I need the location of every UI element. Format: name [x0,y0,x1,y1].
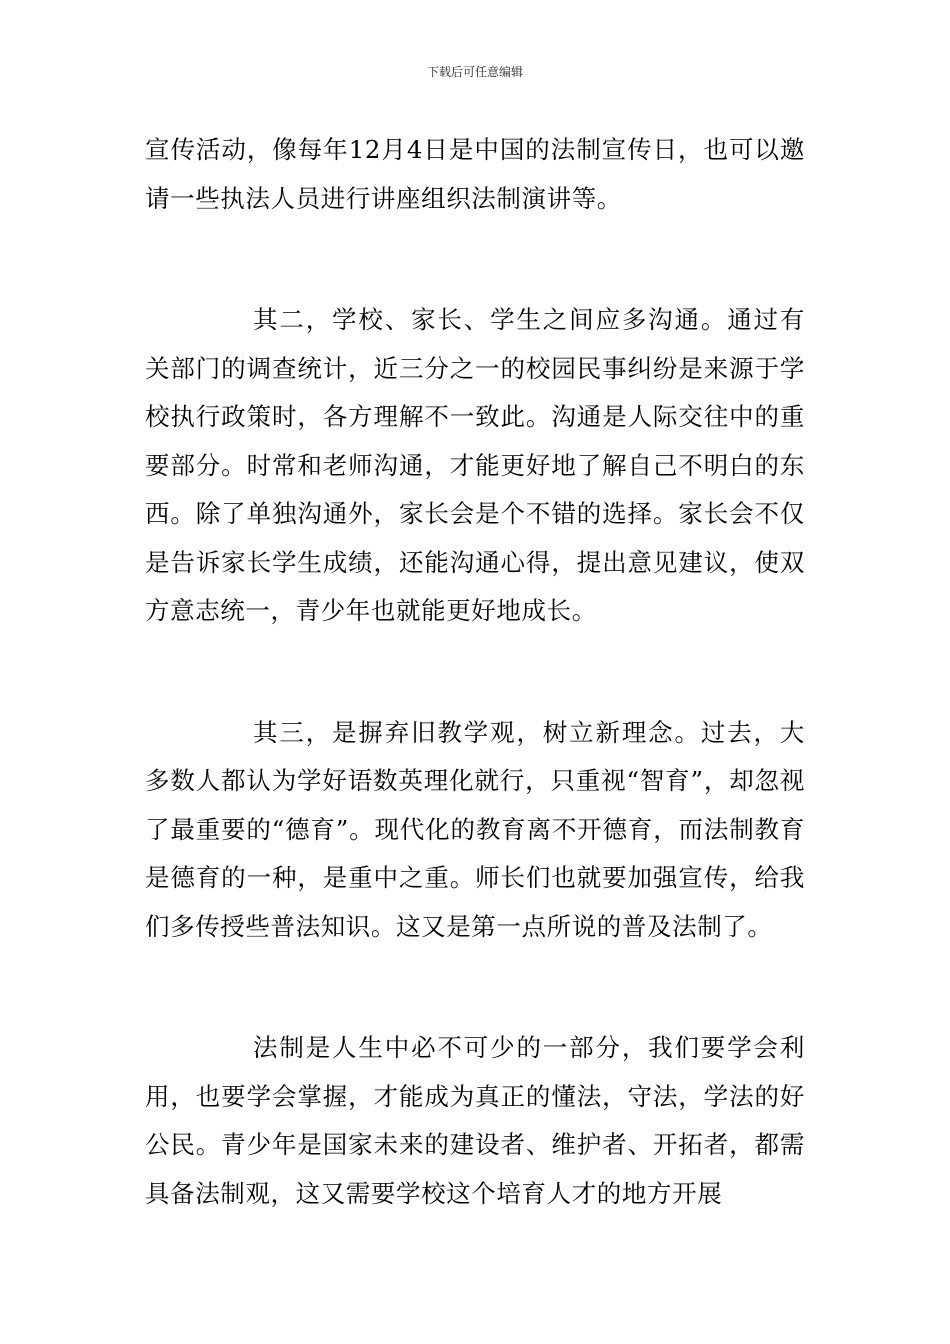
paragraph-gap [145,636,805,709]
page-header: 下载后可任意编辑 [426,65,523,79]
paragraph-2: 其二，学校、家长、学生之间应多沟通。通过有关部门的调查统计，近三分之一的校园民事纠纷是来源于学校执行政策时，各方理解不一致此。沟通是人际交往中的重要部分。时常和老师沟通，才能更好地了解自己不明白的东西。除了单独沟通外，家长会是个不错的选择。家长会不仅是告诉家长学生成绩，还能沟通心得，提出意见建议，使双方意志统一，青少年也就能更好地成长。 [145,305,805,625]
paragraph-3: 其三，是摒弃旧教学观，树立新理念。过去，大多数人都认为学好语数英理化就行，只重视“智育”，却忽视了最重要的“德育”。现代化的教育离不开德育，而法制教育是德育的一种，是重中之重。师长们也就要加强宣传，给我们多传授些普法知识。这又是第一点所说的普及法制了。 [145,717,805,941]
document-body [145,126,805,1218]
paragraph-gap [145,951,805,1024]
paragraph-gap [145,223,805,296]
paragraph-4: 法制是人生中必不可少的一部分，我们要学会利用，也要学会掌握，才能成为真正的懂法，守法，学法的好公民。青少年是国家未来的建设者、维护者、开拓者，都需具备法制观，这又需要学校这个培育人才的地方开展 [145,1033,805,1208]
paragraph-1: 宣传活动，像每年12月4日是中国的法制宣传日，也可以邀请一些执法人员进行讲座组织法制演讲等。 [145,135,805,213]
